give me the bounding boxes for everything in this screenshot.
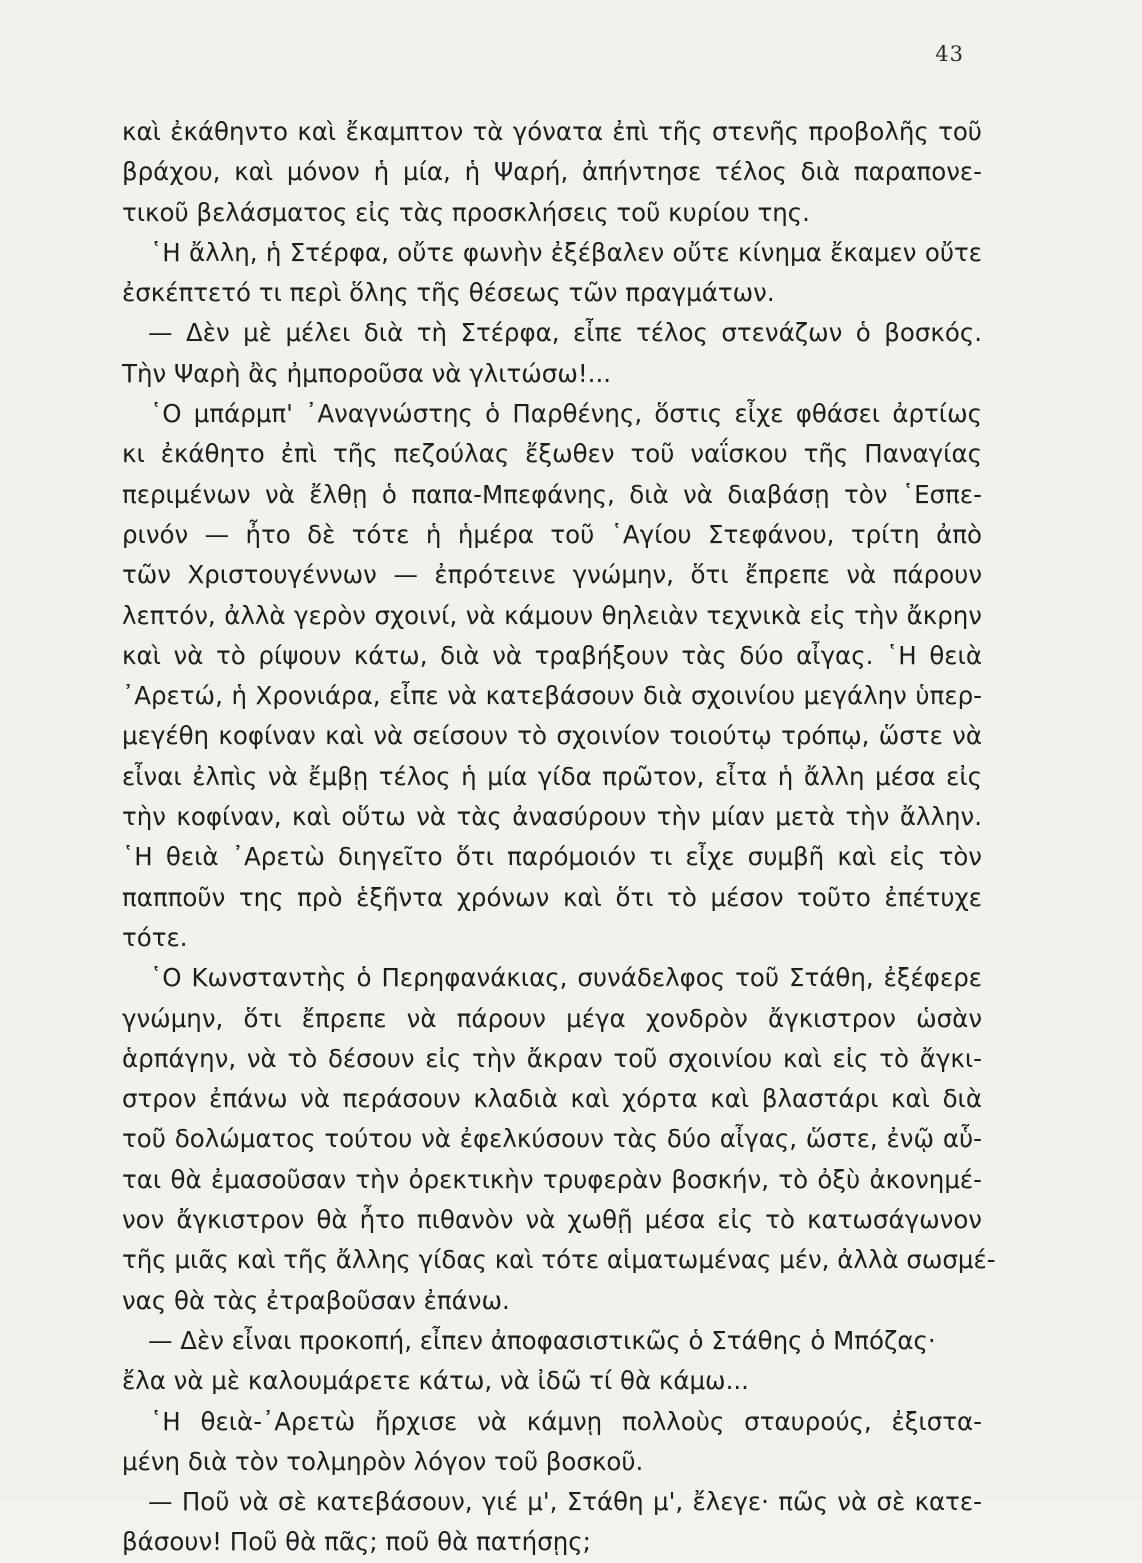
- text-line: τοῦ δολώματος τούτου νὰ ἐφελκύσουν τὰς δύο αἶγας, ὥστε, ἐνῷ αὗ-: [122, 1124, 982, 1154]
- page-number: 43: [935, 42, 964, 66]
- text-line: — Ποῦ νὰ σὲ κατεβάσουν, γιέ μ', Στάθη μ', ἔλεγε· πῶς νὰ σὲ κατε-: [148, 1487, 982, 1517]
- text-line: ἔλα νὰ μὲ καλουμάρετε κάτω, νὰ ἰδῶ τί θὰ κάμω...: [122, 1366, 749, 1396]
- body-text: [122, 112, 996, 1563]
- text-line: ἐσκέπτετό τι περὶ ὅλης τῆς θέσεως τῶν πραγμάτων.: [122, 278, 775, 308]
- text-line: ῾Ο μπάρμπ' ᾿Αναγνώστης ὁ Παρθένης, ὅστις εἶχε φθάσει ἀρτίως: [150, 399, 982, 429]
- text-line: νας θὰ τὰς ἐτραβοῦσαν ἐπάνω.: [122, 1285, 510, 1315]
- text-line: τὴν κοφίναν, καὶ οὕτω νὰ τὰς ἀνασύρουν τὴν μίαν μετὰ τὴν ἄλλην.: [122, 802, 982, 832]
- text-line: ἁρπάγην, νὰ τὸ δέσουν εἰς τὴν ἄκραν τοῦ σχοινίου καὶ εἰς τὸ ἄγκι-: [122, 1043, 982, 1073]
- text-line: ᾿Αρετώ, ἡ Χρονιάρα, εἶπε νὰ κατεβάσουν διὰ σχοινίου μεγάλην ὑπερ-: [122, 681, 982, 711]
- text-line: — Δὲν εἶναι προκοπή, εἶπεν ἀποφασιστικῶς ὁ Στάθης ὁ Μπόζας·: [148, 1325, 936, 1355]
- text-line: λεπτόν, ἀλλὰ γερὸν σχοινί, νὰ κάμουν θηλειὰν τεχνικὰ εἰς τὴν ἄκρην: [122, 600, 982, 630]
- text-line: νον ἄγκιστρον θὰ ἦτο πιθανὸν νὰ χωθῇ μέσα εἰς τὸ κατωσάγωνον: [122, 1205, 982, 1235]
- text-line: στρον ἐπάνω νὰ περάσουν κλαδιὰ καὶ χόρτα καὶ βλαστάρι καὶ διὰ: [122, 1084, 982, 1114]
- text-line: κι ἐκάθητο ἐπὶ τῆς πεζούλας ἔξωθεν τοῦ ναΐσκου τῆς Παναγίας: [122, 439, 982, 469]
- text-line: εἶναι ἐλπὶς νὰ ἔμβῃ τέλος ἡ μία γίδα πρῶτον, εἶτα ἡ ἄλλη μέσα εἰς: [122, 761, 982, 791]
- text-line: ῾Η θειὰ-᾿Αρετὼ ἤρχισε νὰ κάμνῃ πολλοὺς σταυρούς, ἐξιστα-: [150, 1406, 982, 1436]
- text-line: ρινόν — ἦτο δὲ τότε ἡ ἡμέρα τοῦ ῾Αγίου Στεφάνου, τρίτη ἀπὸ: [122, 519, 982, 549]
- text-line: τῶν Χριστουγέννων — ἐπρότεινε γνώμην, ὅτι ἔπρεπε νὰ πάρουν: [122, 560, 982, 590]
- text-line: παπποῦν της πρὸ ἑξῆντα χρόνων καὶ ὅτι τὸ μέσον τοῦτο ἐπέτυχε: [122, 882, 982, 912]
- text-line: ται θὰ ἐμασοῦσαν τὴν ὀρεκτικὴν τρυφερὰν βοσκήν, τὸ ὀξὺ ἀκονημέ-: [122, 1164, 982, 1194]
- text-line: βράχου, καὶ μόνον ἡ μία, ἡ Ψαρή, ἀπήντησε τέλος διὰ παραπονε-: [122, 157, 982, 187]
- text-line: περιμένων νὰ ἔλθῃ ὁ παπα-Μπεφάνης, διὰ νὰ διαβάσῃ τὸν ῾Εσπε-: [122, 479, 982, 509]
- text-line: μένη διὰ τὸν τολμηρὸν λόγον τοῦ βοσκοῦ.: [122, 1446, 644, 1476]
- text-line: — Δὲν μὲ μέλει διὰ τὴ Στέρφα, εἶπε τέλος στενάζων ὁ βοσκός.: [148, 318, 982, 348]
- text-line: Τὴν Ψαρὴ ἂς ἠμποροῦσα νὰ γλιτώσω!...: [122, 358, 612, 388]
- text-line: τότε.: [122, 922, 188, 952]
- text-line: ῾Ο Κωνσταντὴς ὁ Περηφανάκιας, συνάδελφος τοῦ Στάθη, ἐξέφερε: [150, 963, 982, 993]
- text-line: μεγέθη κοφίναν καὶ νὰ σείσουν τὸ σχοινίον τοιούτῳ τρόπῳ, ὥστε νὰ: [122, 721, 982, 751]
- text-line: βάσουν! Ποῦ θὰ πᾶς; ποῦ θὰ πατήσῃς;: [122, 1527, 591, 1557]
- text-line: τῆς μιᾶς καὶ τῆς ἄλλης γίδας καὶ τότε αἱματωμένας μέν, ἀλλὰ σωσμέ-: [122, 1245, 996, 1275]
- text-line: καὶ ἐκάθηντο καὶ ἔκαμπτον τὰ γόνατα ἐπὶ τῆς στενῆς προβολῆς τοῦ: [122, 117, 982, 146]
- text-line: τικοῦ βελάσματος εἰς τὰς προσκλήσεις τοῦ κυρίου της.: [122, 197, 810, 227]
- text-line: καὶ νὰ τὸ ρίψουν κάτω, διὰ νὰ τραβήξουν τὰς δύο αἶγας. ῾Η θειὰ: [122, 640, 982, 670]
- text-line: ῾Η θειὰ ᾿Αρετὼ διηγεῖτο ὅτι παρόμοιόν τι εἶχε συμβῆ καὶ εἰς τὸν: [122, 842, 982, 872]
- text-line: γνώμην, ὅτι ἔπρεπε νὰ πάρουν μέγα χονδρὸν ἄγκιστρον ὡσὰν: [122, 1003, 982, 1033]
- text-line: ῾Η ἄλλη, ἡ Στέρφα, οὔτε φωνὴν ἐξέβαλεν οὔτε κίνημα ἔκαμεν οὔτε: [150, 237, 982, 267]
